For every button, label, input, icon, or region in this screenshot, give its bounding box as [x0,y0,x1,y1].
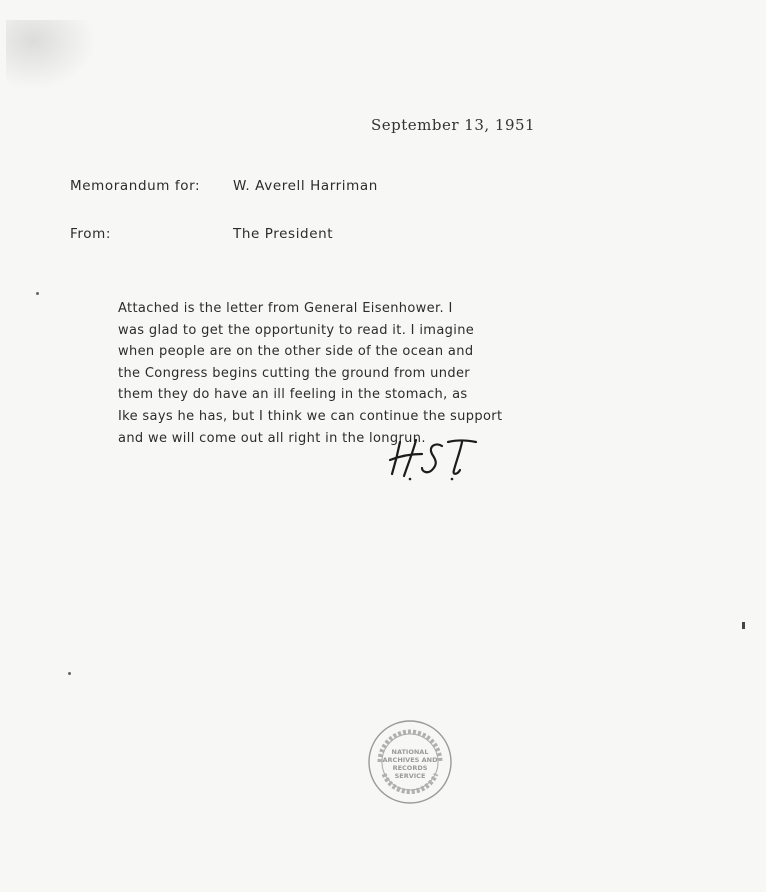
body-line: them they do have an ill feeling in the stomach, as [118,387,468,403]
svg-text:ARCHIVES AND: ARCHIVES AND [382,756,438,764]
body-line: was glad to get the opportunity to read it. I imagine [118,322,475,338]
body-line: when people are on the other side of the ocean and [118,344,474,360]
memo-date: September 13, 1951 [371,116,536,134]
margin-dot [68,672,71,675]
body-line: Ike says he has, but I think we can continue the support [118,408,503,424]
svg-text:SERVICE: SERVICE [394,772,426,780]
body-line: the Congress begins cutting the ground from under [118,365,471,381]
edge-mark [742,622,745,629]
body-line: and we will come out all right in the longrun. [118,430,426,446]
corner-smudge [6,20,96,90]
handwritten-signature [386,432,486,484]
memo-from-value: The President [233,226,334,242]
library-stamp [366,718,454,806]
memo-from-label: From: [70,226,111,242]
memo-body [118,298,638,449]
margin-dot [36,292,39,295]
memo-to-label: Memorandum for: [70,178,201,194]
body-line: Attached is the letter from General Eisenhower. I [118,301,453,316]
memo-to-value: W. Averell Harriman [233,178,378,194]
svg-text:NATIONAL: NATIONAL [391,748,429,756]
svg-text:RECORDS: RECORDS [392,764,428,772]
